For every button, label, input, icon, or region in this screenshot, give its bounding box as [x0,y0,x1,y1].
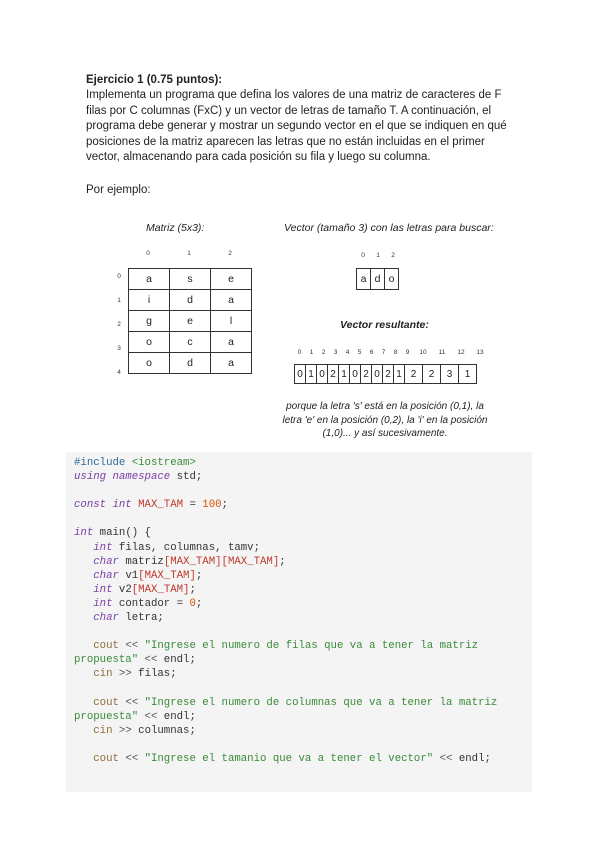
matrix-col-index-label: 1 [187,250,191,257]
matrix-caption: Matriz (5x3): [146,222,205,234]
matrix-row [129,311,252,332]
search-vector-row [357,269,399,290]
result-vector-cell: 0 [350,365,361,384]
result-explanation-line: letra 'e' en la posición (0,2), la 'i' en la posición [282,414,488,426]
matrix-row-index-label: 2 [117,321,121,328]
result-explanation-line: porque la letra 's' está en la posición (0,1), la [286,401,484,412]
result-vector-index-label: 12 [457,349,465,356]
result-vector-cell: 1 [459,365,477,384]
matrix-cell: a [211,290,252,311]
result-vector-index-label: 3 [333,349,338,356]
search-vector-index-label: 0 [361,252,365,259]
matrix-row [129,332,252,353]
matrix-cell: l [211,311,252,332]
exercise-title: Ejercicio 1 (0.75 puntos): [86,74,223,86]
result-vector-index-label: 8 [393,349,398,356]
example-label: Por ejemplo: [86,184,151,196]
result-vector-cell: 2 [405,365,423,384]
matrix-row-index [112,268,126,390]
result-vector-row [295,365,477,384]
matrix-row-index-label: 3 [117,345,121,352]
matrix-cell: a [211,353,252,374]
matrix-cell: d [170,290,211,311]
matrix-col-index-label: 0 [146,250,150,257]
result-vector-caption: Vector resultante: [340,319,429,331]
matrix-row-index-label: 0 [117,273,121,280]
code-block [66,452,532,792]
search-vector-index-label: 1 [376,252,380,259]
result-vector-cell: 2 [423,365,441,384]
matrix-col-index-label: 2 [228,250,232,257]
result-vector-index-label: 13 [476,349,484,356]
result-explanation-line: (1,0)... y así sucesivamente. [322,428,448,439]
search-vector-index [356,252,402,262]
matrix-cell: a [129,269,170,290]
result-vector-cell: 0 [317,365,328,384]
search-vector-cell: d [371,269,385,290]
result-vector-index-label: 10 [419,349,427,356]
result-vector-cell: 3 [441,365,459,384]
matrix-cell: g [129,311,170,332]
matrix-cell: o [129,332,170,353]
result-vector-cell: 1 [394,365,405,384]
exercise-statement: Implementa un programa que defina los valores de una matriz de caracteres de F filas por C columnas (FxC) y un vector de letras de tamaño T. A continuación, el programa debe generar y mostrar un segundo vector en el que se indiquen en qué posiciones de la matriz aparecen las letras que no están incluidas en el primer vector, almacenando para cada posición su fila y luego su columna. [86,89,507,164]
matrix-row-index-label: 4 [117,369,121,376]
result-vector-cell: 2 [383,365,394,384]
result-vector-cell: 0 [295,365,306,384]
matrix-cell: c [170,332,211,353]
matrix-cell: s [170,269,211,290]
matrix-row [129,353,252,374]
result-vector-cell: 0 [372,365,383,384]
matrix-cell: e [170,311,211,332]
matrix-cell: i [129,290,170,311]
result-vector-index-label: 2 [321,349,326,356]
result-explanation [270,400,500,441]
search-vector-caption: Vector (tamaño 3) con las letras para buscar: [284,222,494,234]
result-vector-table [294,364,477,384]
search-vector-index-label: 2 [391,252,395,259]
result-vector-cell: 2 [361,365,372,384]
matrix-cell: a [211,332,252,353]
code-listing: #include <iostream> using namespace std; const int MAX_TAM = 100; int main() { int filas, columnas, tamv; char matriz[MAX_TAM][MAX_TAM]; char v1[MAX_TAM]; int v2[MAX_TAM]; int contador = 0; char letra; cout << "Ingrese el numero de filas que va a tener la matriz propuesta" << endl; cin >> filas; cout << "Ingrese el numero de columnas que va a tener la matriz propuesta" << endl; cin >> columnas; cout << "Ingrese el tamanio que va a tener el vector" << endl; [74,457,498,765]
matrix-cell: d [170,353,211,374]
result-vector-index-label: 5 [357,349,362,356]
result-vector-cell: 2 [328,365,339,384]
matrix-cell: o [129,353,170,374]
result-vector-cell: 1 [339,365,350,384]
matrix-cell: e [211,269,252,290]
matrix-row-index-label: 1 [117,297,121,304]
result-vector-index-label: 9 [405,349,410,356]
search-vector-cell: a [357,269,371,290]
matrix-col-index [128,250,252,260]
matrix-table [128,268,252,374]
search-vector-table [356,268,399,290]
matrix-row [129,290,252,311]
matrix-row [129,269,252,290]
result-vector-index-label: 11 [438,349,446,356]
result-vector-index-label: 1 [309,349,314,356]
result-vector-index-label: 4 [345,349,350,356]
result-vector-index [294,349,494,359]
result-vector-index-label: 0 [297,349,302,356]
result-vector-cell: 1 [306,365,317,384]
result-vector-index-label: 7 [381,349,386,356]
search-vector-cell: o [385,269,399,290]
result-vector-index-label: 6 [369,349,374,356]
